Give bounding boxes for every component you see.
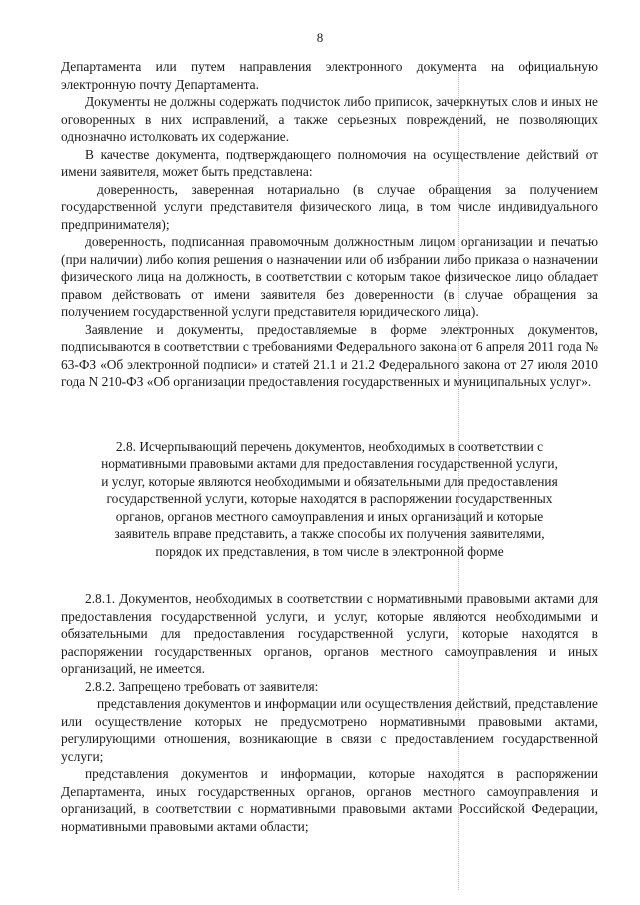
list-item-prohibited-actions: представления документов и информации или осуществления действий, представление или осуществление которых не предусмотрено нормативными правовыми актами, регулирующими отношения, возникающие в связи с предоставлением государственной услуги; — [61, 696, 598, 764]
paragraph-2-8-2: 2.8.2. Запрещено требовать от заявителя: — [85, 678, 319, 694]
list-item-organization-power: доверенность, подписанная правомочным должностным лицом организации и печатью (при наличии) либо копия решения о назначении или об избрании либо приказа о назначении физического лица на должность, в соответствии с которым такое физическое лицо обладает правом действовать от имени заявителя без доверенности (в случае обращения за получением государственной услуги представителя юридического лица). — [61, 234, 598, 319]
list-item-notarized-power: доверенность, заверенная нотариально (в случае обращения за получением государственной услуги представителя физического лица, в том числе индивидуального предпринимателя); — [61, 181, 598, 232]
document-body — [61, 58, 598, 835]
paragraph-authority-document: В качестве документа, подтверждающего полномочия на осуществление действий от имени заявителя, может быть представлена: — [61, 146, 598, 179]
paragraph-no-corrections: Документы не должны содержать подчисток либо приписок, зачеркнутых слов и иных не оговоренных в них исправлений, а также серьезных повреждений, не позволяющих однозначно истолковать их содержание. — [61, 94, 598, 144]
paragraph-2-8-1: 2.8.1. Документов, необходимых в соответствии с нормативными правовыми актами для предоставления государственной услуги, и услуг, которые являются необходимыми и обязательными для предоставления государственной услуги, которые находятся в распоряжении государственных органов, органов местного самоуправления и иных организаций, не имеется. — [61, 591, 598, 676]
paragraph-electronic-signature: Заявление и документы, предоставляемые в форме электронных документов, подписываются в соответствии с требованиями Федерального закона от 6 апреля 2011 года № 63-ФЗ «Об электронной подписи» и статей 21.1 и 21.2 Федерального закона от 27 июля 2010 года N 210-ФЗ «Об организации предоставления государственных и муниципальных услуг». — [61, 321, 598, 389]
page-number: 8 — [316, 30, 324, 45]
list-item-prohibited-documents: представления документов и информации, которые находятся в распоряжении Департамента, иных государственных органов, органов местного самоуправления и организаций, в соответствии с нормативными правовыми актами Российской Федерации, нормативными правовыми актами области; — [61, 766, 598, 834]
paragraph-continuation: Департамента или путем направления электронного документа на официальную электронную почту Департамента. — [61, 59, 598, 92]
section-heading-2-8: 2.8. Исчерпывающий перечень документов, необходимых в соответствии с нормативными правовыми актами для предоставления государственной услуги, и услуг, которые являются необходимыми и обязательными для предоставления государственной услуги, которые находятся в распоряжении государственных органов, органов местного самоуправления и иных организаций и которые заявитель вправе представить, а также способы их получения заявителями, порядок их представления, в том числе в электронной форме — [101, 438, 558, 559]
